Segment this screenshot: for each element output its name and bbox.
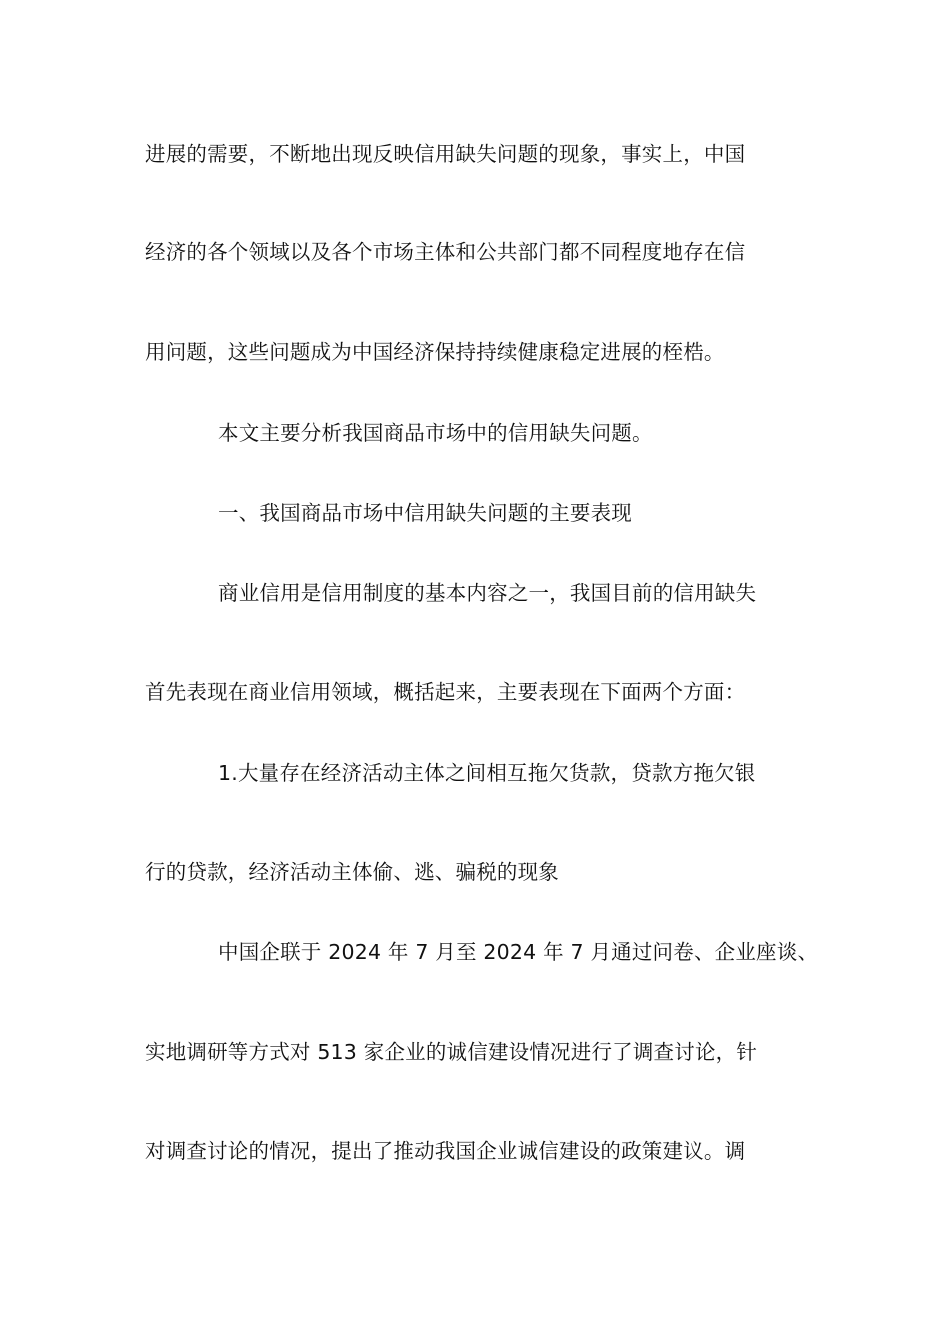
list-item-line: 行的贷款，经济活动主体偷、逃、骗税的现象 <box>145 860 559 884</box>
list-item-line: 1.大量存在经济活动主体之间相互拖欠货款，贷款方拖欠银 <box>218 761 756 785</box>
paragraph-line: 首先表现在商业信用领域，概括起来，主要表现在下面两个方面： <box>145 680 746 704</box>
paragraph-line: 实地调研等方式对 513 家企业的诚信建设情况进行了调查讨论，针 <box>145 1040 758 1064</box>
paragraph-line: 用问题，这些问题成为中国经济保持持续健康稳定进展的桎梏。 <box>145 340 725 364</box>
paragraph-line: 对调查讨论的情况，提出了推动我国企业诚信建设的政策建议。调 <box>145 1139 746 1163</box>
paragraph-line: 进展的需要，不断地出现反映信用缺失问题的现象，事实上，中国 <box>145 142 746 166</box>
paragraph-line: 中国企联于 2024 年 7 月至 2024 年 7 月通过问卷、企业座谈、 <box>218 940 819 964</box>
paragraph-line: 商业信用是信用制度的基本内容之一，我国目前的信用缺失 <box>218 581 757 605</box>
paragraph-line: 经济的各个领域以及各个市场主体和公共部门都不同程度地存在信 <box>145 240 746 264</box>
paragraph-line: 本文主要分析我国商品市场中的信用缺失问题。 <box>218 421 653 445</box>
section-heading: 一、我国商品市场中信用缺失问题的主要表现 <box>218 501 632 525</box>
